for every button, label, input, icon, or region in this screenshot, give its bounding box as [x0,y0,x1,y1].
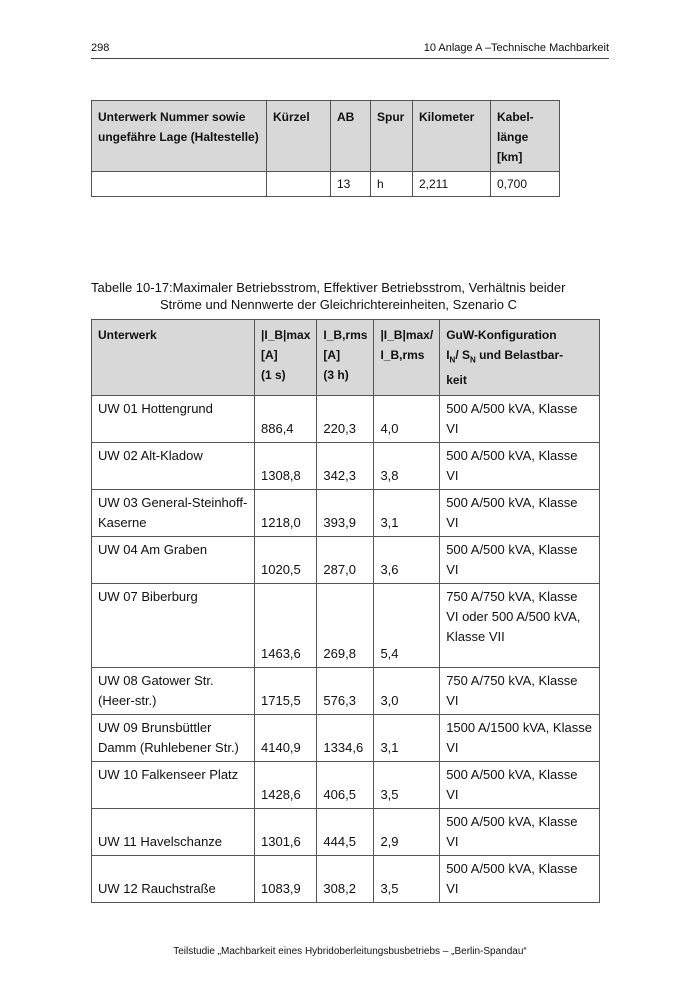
cell-unterwerk: UW 03 General-Steinhoff-Kaserne [92,490,255,537]
table-row [92,537,600,584]
table-row [92,668,600,715]
table-cell: 0,700 [491,172,560,197]
substation-location-table [91,100,560,197]
cell-ibmax: 1301,6 [255,809,317,856]
cell-unterwerk: UW 12 Rauchstraße [92,856,255,903]
cell-ibmax: 1308,8 [255,443,317,490]
cell-ibmax: 1020,5 [255,537,317,584]
chapter-title: 10 Anlage A –Technische Machbarkeit [423,42,609,54]
cell-guw-config: 500 A/500 kVA, Klasse VI [440,537,600,584]
cell-ibmax: 886,4 [255,396,317,443]
cell-unterwerk: UW 02 Alt-Kladow [92,443,255,490]
cell-ibrms: 269,8 [317,584,374,668]
cell-ratio: 5,4 [374,584,440,668]
cell-guw-config: 750 A/750 kVA, Klasse VI oder 500 A/500 kVA, Klasse VII [440,584,600,668]
cell-ibmax: 1715,5 [255,668,317,715]
table-header-row [92,101,560,172]
cell-unterwerk: UW 08 Gatower Str. (Heer-str.) [92,668,255,715]
cell-guw-config: 500 A/500 kVA, Klasse VI [440,443,600,490]
cell-ibrms: 287,0 [317,537,374,584]
table-row [92,172,560,197]
cell-ibrms: 1334,6 [317,715,374,762]
cell-ibrms: 220,3 [317,396,374,443]
table-row [92,396,600,443]
col-header-kilometer: Kilometer [413,101,491,172]
cell-ibmax: 1218,0 [255,490,317,537]
cell-guw-config: 1500 A/1500 kVA, Klasse VI [440,715,600,762]
col-header-ibrms: I_B,rms [A] (3 h) [317,320,374,396]
page-number: 298 [91,42,110,54]
cell-unterwerk: UW 09 Brunsbüttler Damm (Ruhlebener Str.) [92,715,255,762]
page-header [91,42,609,59]
col-header-unterwerk: Unterwerk [92,320,255,396]
cell-ibrms: 406,5 [317,762,374,809]
table-row [92,443,600,490]
table-cell [92,172,267,197]
cell-guw-config: 500 A/500 kVA, Klasse VI [440,856,600,903]
cell-ratio: 2,9 [374,809,440,856]
table-cell: 13 [331,172,371,197]
cell-ibmax: 4140,9 [255,715,317,762]
cell-unterwerk: UW 11 Havelschanze [92,809,255,856]
table-cell: h [371,172,413,197]
col-header-ab: AB [331,101,371,172]
cell-unterwerk: UW 01 Hottengrund [92,396,255,443]
table-cell: 2,211 [413,172,491,197]
cell-ibrms: 342,3 [317,443,374,490]
cell-ratio: 3,8 [374,443,440,490]
cell-unterwerk: UW 04 Am Graben [92,537,255,584]
cell-ratio: 4,0 [374,396,440,443]
cell-ibrms: 308,2 [317,856,374,903]
cell-ratio: 3,6 [374,537,440,584]
page-footer: Teilstudie „Machbarkeit eines Hybridoberleitungsbusbetriebs – „Berlin-Spandau“ [173,946,527,957]
table-row [92,584,600,668]
table-caption [91,279,611,313]
table-row [92,762,600,809]
cell-unterwerk: UW 07 Biberburg [92,584,255,668]
cell-ibmax: 1463,6 [255,584,317,668]
cell-ratio: 3,1 [374,490,440,537]
table-cell [267,172,331,197]
cell-guw-config: 500 A/500 kVA, Klasse VI [440,396,600,443]
cell-unterwerk: UW 10 Falkenseer Platz [92,762,255,809]
col-header-unterwerk: Unterwerk Nummer sowie ungefähre Lage (Haltestelle) [92,101,267,172]
cell-ratio: 3,5 [374,856,440,903]
cell-ibmax: 1428,6 [255,762,317,809]
col-header-spur: Spur [371,101,413,172]
col-header-kabellaenge: Kabel-länge [km] [491,101,560,172]
col-header-kuerzel: Kürzel [267,101,331,172]
table-row [92,715,600,762]
operating-current-table [91,319,600,903]
cell-ibrms: 393,9 [317,490,374,537]
cell-ratio: 3,5 [374,762,440,809]
col-header-guw-config: GuW-Konfiguration $I_N/$ $S_N$ und Belastbar- keit [440,320,600,396]
cell-ratio: 3,1 [374,715,440,762]
cell-guw-config: 750 A/750 kVA, Klasse VI [440,668,600,715]
caption-line-2: Ströme und Nennwerte der Gleichrichtereinheiten, Szenario C [160,297,517,312]
cell-ratio: 3,0 [374,668,440,715]
col-header-ratio: |I_B|max/ I_B,rms [374,320,440,396]
table-header-row [92,320,600,396]
cell-guw-config: 500 A/500 kVA, Klasse VI [440,809,600,856]
table-body [92,396,600,903]
cell-guw-config: 500 A/500 kVA, Klasse VI [440,490,600,537]
cell-ibrms: 576,3 [317,668,374,715]
cell-guw-config: 500 A/500 kVA, Klasse VI [440,762,600,809]
table-row [92,809,600,856]
cell-ibmax: 1083,9 [255,856,317,903]
cell-ibrms: 444,5 [317,809,374,856]
col-header-ibmax: |I_B|max [A] (1 s) [255,320,317,396]
caption-line-1: Tabelle 10-17:Maximaler Betriebsstrom, Effektiver Betriebsstrom, Verhältnis beider [91,280,566,295]
table-row [92,856,600,903]
table-row [92,490,600,537]
